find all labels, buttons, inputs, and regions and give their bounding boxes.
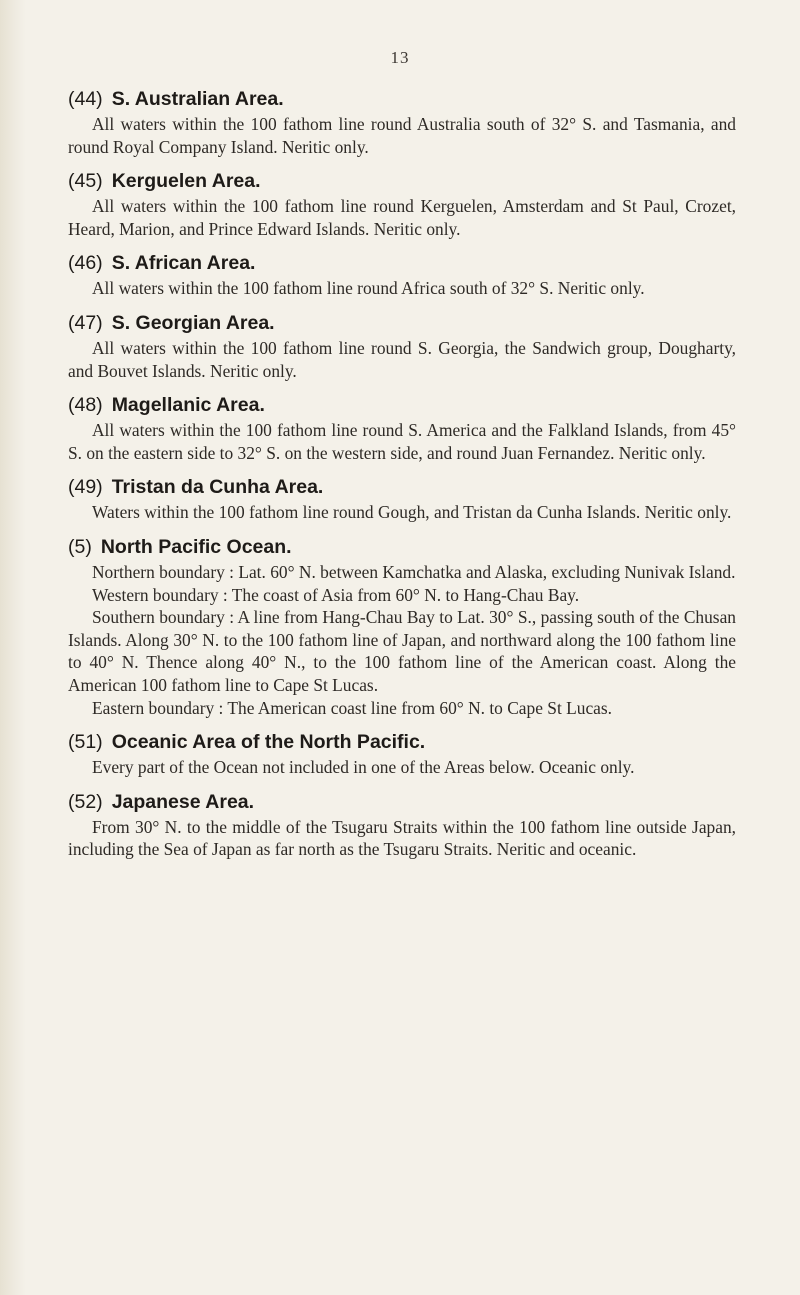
- section-title: Oceanic Area of the North Pacific.: [111, 731, 426, 754]
- section-heading: [68, 534, 736, 560]
- section-title: S. African Area.: [111, 252, 256, 275]
- section-49: [68, 474, 736, 524]
- section-number: (48): [68, 394, 103, 417]
- western-boundary-paragraph: Western boundary : The coast of Asia from 60° N. to Hang-Chau Bay.: [92, 584, 580, 605]
- section-heading: [68, 474, 736, 500]
- page-content: [68, 86, 736, 871]
- section-number: (49): [68, 476, 103, 499]
- section-paragraph: Every part of the Ocean not included in one of the Areas below. Oceanic only.: [92, 757, 635, 778]
- section-47: [68, 310, 736, 382]
- section-5: [68, 534, 736, 719]
- section-45: [68, 168, 736, 240]
- section-52: [68, 789, 736, 861]
- section-title: S. Australian Area.: [111, 88, 284, 110]
- section-heading: [68, 789, 736, 815]
- southern-boundary-paragraph: Southern boundary : A line from Hang-Chau Bay to Lat. 30° S., passing south of the Chusan Islands. Along 30° N. to the 100 fathom line of Japan, and northward along the 100 fathom line to 40° N. Thence along 40° N., to the 100 fathom line of the American coast. Along the American 100 fathom line to Cape St Lucas.: [68, 607, 736, 695]
- section-heading: [68, 168, 736, 194]
- section-number: (51): [68, 731, 103, 754]
- section-number: (45): [68, 170, 103, 193]
- section-number: (44): [68, 88, 103, 110]
- northern-boundary-paragraph: Northern boundary : Lat. 60° N. between Kamchatka and Alaska, excluding Nunivak Island.: [92, 561, 736, 582]
- section-heading: [68, 310, 736, 336]
- eastern-boundary-paragraph: Eastern boundary : The American coast line from 60° N. to Cape St Lucas.: [92, 697, 613, 718]
- section-title: North Pacific Ocean.: [100, 535, 292, 558]
- section-number: (52): [68, 790, 103, 813]
- section-paragraph: All waters within the 100 fathom line round Australia south of 32° S. and Tasmania, and round Royal Company Island. Neritic only.: [68, 114, 736, 157]
- section-51: [68, 729, 736, 779]
- section-paragraph: All waters within the 100 fathom line round S. America and the Falkland Islands, from 45° S. on the eastern side to 32° S. on the western side, and round Juan Fernandez. Neritic only.: [68, 420, 736, 463]
- section-number: (46): [68, 252, 103, 275]
- section-paragraph: All waters within the 100 fathom line round Kerguelen, Amsterdam and St Paul, Crozet, Heard, Marion, and Prince Edward Islands. Neritic only.: [68, 196, 736, 239]
- section-number: (5): [68, 535, 92, 558]
- section-title: Kerguelen Area.: [111, 170, 261, 193]
- section-title: Tristan da Cunha Area.: [111, 476, 324, 499]
- section-48: [68, 392, 736, 464]
- section-heading: [68, 729, 736, 755]
- section-heading: [68, 86, 736, 112]
- section-title: Magellanic Area.: [111, 394, 265, 417]
- page-spine-shadow: [0, 0, 26, 1295]
- section-paragraph: All waters within the 100 fathom line round S. Georgia, the Sandwich group, Dougharty, and Bouvet Islands. Neritic only.: [68, 337, 736, 381]
- section-title: Japanese Area.: [111, 790, 255, 813]
- section-paragraph: All waters within the 100 fathom line round Africa south of 32° S. Neritic only.: [92, 278, 645, 299]
- section-paragraph: Waters within the 100 fathom line round Gough, and Tristan da Cunha Islands. Neritic only.: [92, 502, 732, 523]
- section-heading: [68, 250, 736, 276]
- section-heading: [68, 392, 736, 418]
- section-44: [68, 86, 736, 158]
- page-number: 13: [390, 48, 410, 67]
- section-paragraph: From 30° N. to the middle of the Tsugaru Straits within the 100 fathom line outside Japan, including the Sea of Japan as far north as the Tsugaru Straits. Neritic and oceanic.: [68, 816, 736, 860]
- section-number: (47): [68, 311, 103, 334]
- section-46: [68, 250, 736, 300]
- section-title: S. Georgian Area.: [111, 311, 275, 334]
